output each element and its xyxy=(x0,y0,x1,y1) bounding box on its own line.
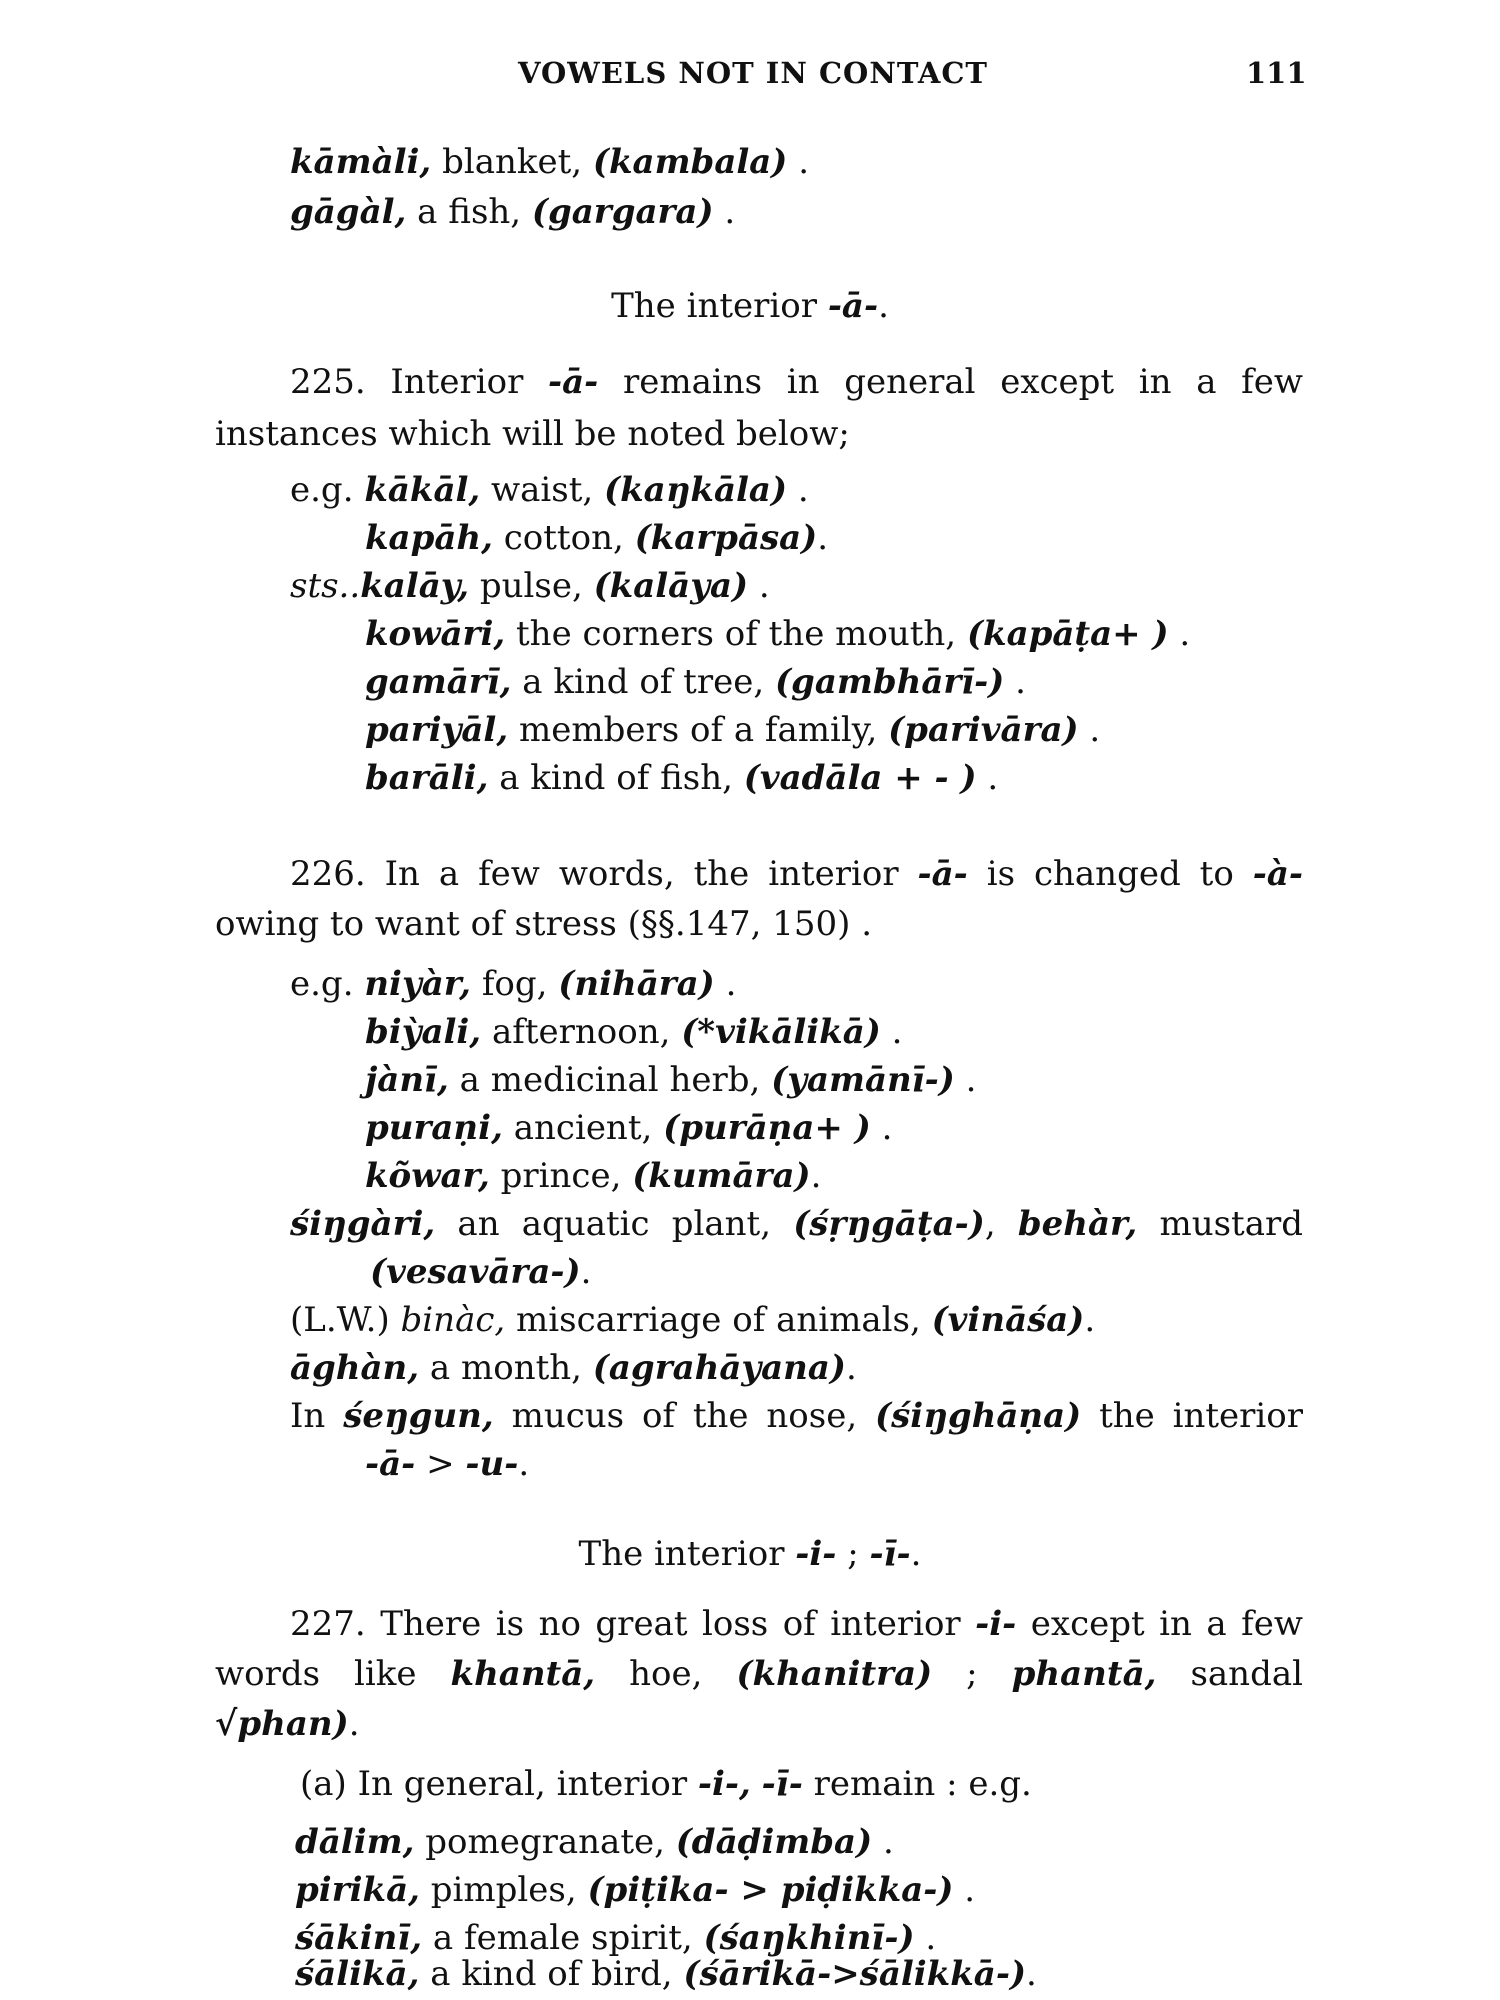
example-line: e.g. niyàr, fog, (nihāra) . xyxy=(290,964,737,1004)
example-line: barāli, a kind of fish, (vadāla + - ) . xyxy=(365,758,999,798)
paragraph-226-line-1: 226. In a few words, the interior -ā- is changed to -à- xyxy=(290,854,1303,894)
section-heading: The interior -i- ; -ī-. xyxy=(578,1534,922,1574)
example-line: śālikā, a kind of bird, (śārikā->śālikkā-). xyxy=(295,1954,1037,1994)
paragraph-225-line-2: instances which will be noted below; xyxy=(215,414,850,454)
example-line: biỳali, afternoon, (*vikālikā) . xyxy=(365,1012,903,1052)
paragraph-225-line-1: 225. Interior -ā- remains in general except in a few xyxy=(290,362,1303,402)
example-line: pariyāl, members of a family, (parivāra) . xyxy=(365,710,1101,750)
paragraph-226-line-2: owing to want of stress (§§.147, 150) . xyxy=(215,904,873,944)
example-source: (gargara) xyxy=(531,192,714,232)
page-number: 111 xyxy=(1246,56,1307,90)
example-line: (vesavāra-). xyxy=(370,1252,592,1292)
example-word: kāmàli, xyxy=(290,142,432,182)
example-line xyxy=(290,190,735,234)
example-line: e.g. kākāl, waist, (kaŋkāla) . xyxy=(290,470,809,510)
subparagraph-a: (a) In general, interior -i-, -ī- remain : e.g. xyxy=(300,1764,1032,1804)
example-line: jànī, a medicinal herb, (yamānī-) . xyxy=(365,1060,977,1100)
example-line: puraṇi, ancient, (purāṇa+ ) . xyxy=(365,1108,893,1148)
example-line: (L.W.) binàc, miscarriage of animals, (vināśa). xyxy=(290,1300,1096,1340)
paragraph-227-line-3: √phan). xyxy=(215,1704,360,1744)
example-line xyxy=(290,140,809,184)
paragraph-227-line-2: words like khantā, hoe, (khanitra) ; phantā, sandal xyxy=(215,1654,1303,1694)
example-line: In śeŋgun, mucus of the nose, (śiŋghāṇa) the interior xyxy=(290,1396,1303,1436)
paragraph-227-line-1: 227. There is no great loss of interior -i- except in a few xyxy=(290,1604,1303,1644)
running-head xyxy=(0,56,1500,106)
example-line: dālim, pomegranate, (dāḍimba) . xyxy=(295,1822,894,1862)
example-line: gamārī, a kind of tree, (gambhārī-) . xyxy=(365,662,1026,702)
example-line: kõwar, prince, (kumāra). xyxy=(365,1156,822,1196)
example-line: āghàn, a month, (agrahāyana). xyxy=(290,1348,857,1388)
example-line: śiŋgàri, an aquatic plant, (śṛŋgāṭa-), behàr, mustard xyxy=(290,1204,1303,1244)
example-gloss: a fish, xyxy=(406,192,532,232)
example-line: kowāri, the corners of the mouth, (kapāṭa+ ) . xyxy=(365,614,1191,654)
punctuation: . xyxy=(787,142,810,182)
example-line: -ā- > -u-. xyxy=(365,1444,530,1484)
example-source: (kambala) xyxy=(592,142,788,182)
running-title: VOWELS NOT IN CONTACT xyxy=(518,56,988,90)
example-line: kapāh, cotton, (karpāsa). xyxy=(365,518,829,558)
example-line: sts..kalāy, pulse, (kalāya) . xyxy=(290,566,770,606)
section-heading: The interior -ā-. xyxy=(611,286,889,326)
example-word: gāgàl, xyxy=(290,192,407,232)
example-line: śākinī, a female spirit, (śaŋkhinī-) . xyxy=(295,1918,937,1958)
example-gloss: blanket, xyxy=(431,142,593,182)
punctuation: . xyxy=(713,192,736,232)
example-line: pirikā, pimples, (piṭika- > piḍikka-) . xyxy=(295,1870,976,1910)
